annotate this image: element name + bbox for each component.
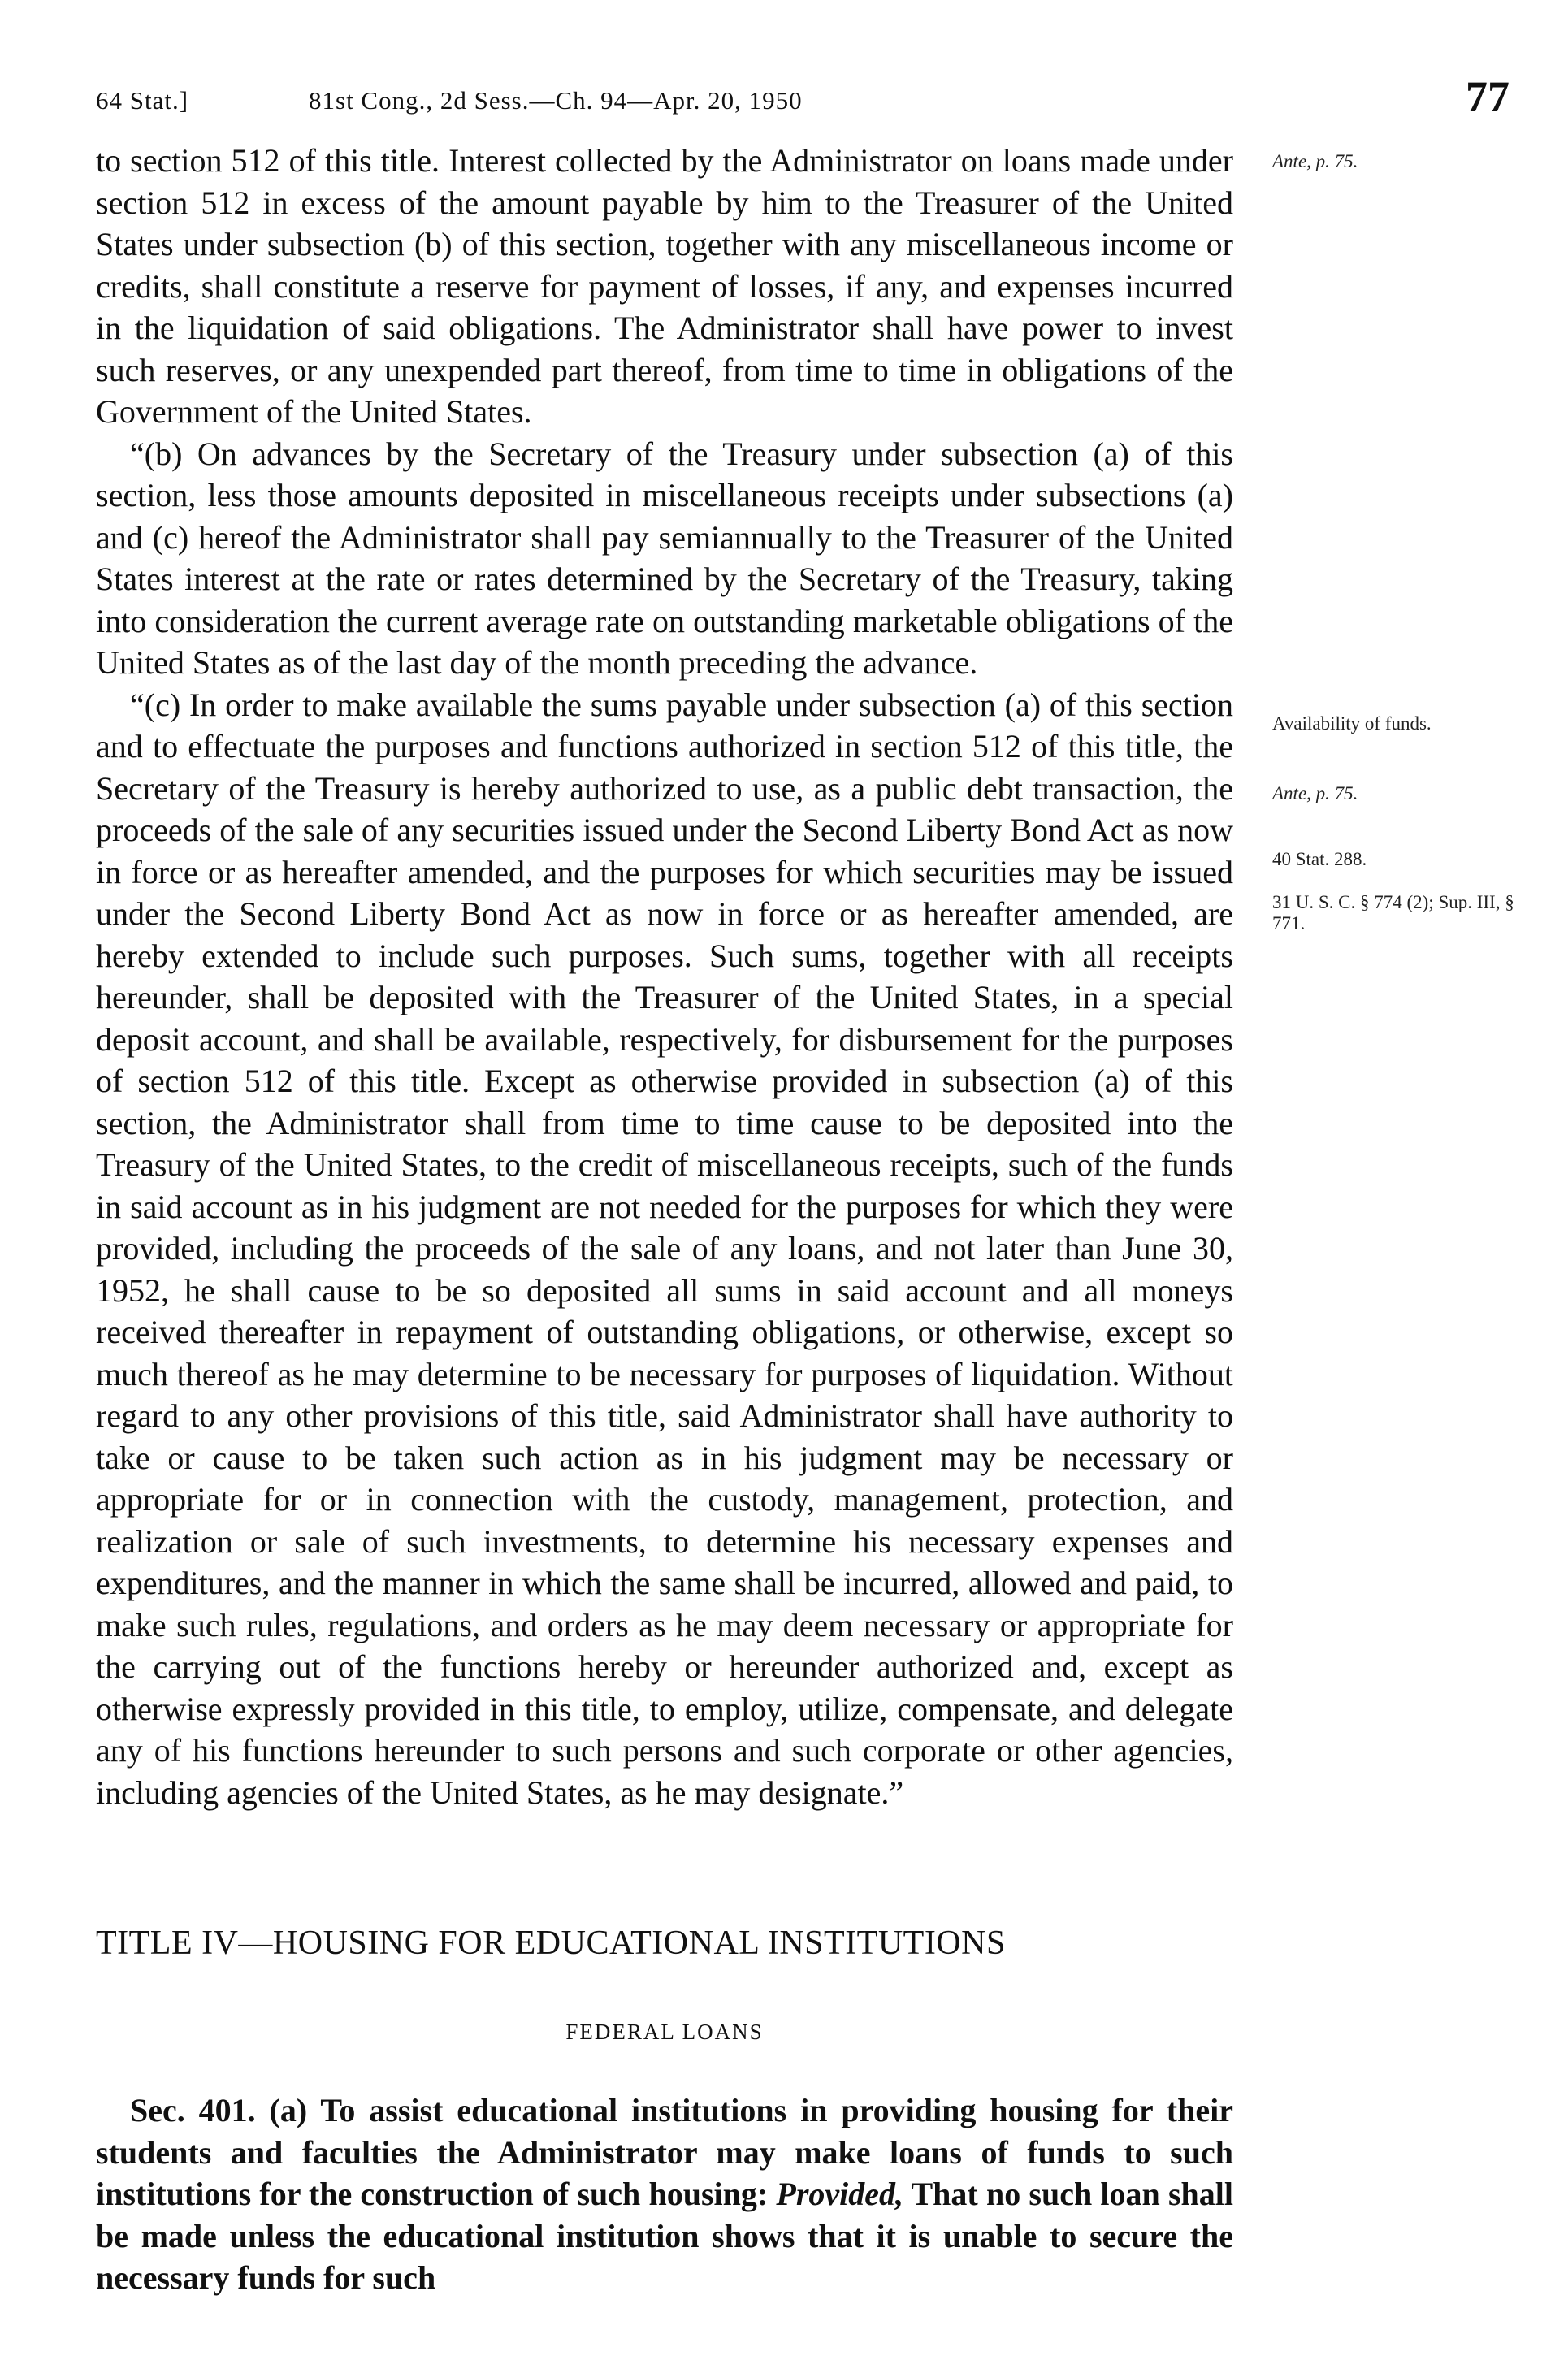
page-header bbox=[96, 71, 1510, 128]
main-text-column bbox=[96, 140, 1233, 1813]
margin-note-ante-1: Ante, p. 75. bbox=[1272, 151, 1358, 171]
section-text-a: (a) To assist educational institutions in providing housing for their students and faculties the Administrator may make loans of funds to such institutions for the construction of such housing: bbox=[96, 2092, 1233, 2212]
body-paragraph-continuation: to section 512 of this title. Interest collected by the Administrator on loans made under section 512 in excess of the amount payable by him to the Treasurer of the United States under subsection (b) of this section, together with any miscellaneous income or credits, shall constitute a reserve for payment of losses, if any, and expenses incurred in the liquidation of said obligations. The Administrator shall have power to invest such reserves, or any unexpended part thereof, from time to time in obligations of the Government of the United States. bbox=[96, 142, 1233, 430]
section-label: Sec. 401. bbox=[130, 2092, 256, 2128]
margin-note-ante-2: Ante, p. 75. bbox=[1272, 783, 1358, 803]
section-text-b: That no such loan shall be made unless the educational institution shows that it is unable to secure the necessary funds for such bbox=[96, 2176, 1233, 2296]
section-401 bbox=[96, 2089, 1233, 2299]
body-paragraph-subsection-c: “(c) In order to make available the sums payable under subsection (a) of this section and to effectuate the purposes and functions authorized in section 512 of this title, the Secretary of the Treasury is hereby authorized to use, as a public debt transaction, the proceeds of the sale of any securities issued under the Second Liberty Bond Act as now in force or as hereafter amended, and the purposes for which securities may be issued under the Second Liberty Bond Act as now in force or as hereafter amended, are hereby extended to include such purposes. Such sums, together with all receipts hereunder, shall be deposited with the Treasurer of the United States, in a special deposit account, and shall be available, respectively, for disbursement for the purposes of section 512 of this title. Except as otherwise provided in subsection (a) of this section, the Administrator shall from time to time cause to be deposited into the Treasury of the United States, to the credit of miscellaneous receipts, such of the funds in said account as in his judgment are not needed for the purposes for which they were provided, including the proceeds of the sale of any loans, and not later than June 30, 1952, he shall cause to be so deposited all sums in said account and all moneys received thereafter in repayment of outstanding obligations, or otherwise, except so much thereof as he may determine to be necessary for purposes of liquidation. Without regard to any other provisions of this title, said Administrator shall have authority to take or cause to be taken such action as in his judgment may be necessary or appropriate for or in connection with the custody, management, protection, and realization or sale of such investments, to determine his necessary expenses and expenditures, and the manner in which the same shall be incurred, allowed and paid, to make such rules, regulations, and orders as he may deem necessary or appropriate for the carrying out of the functions hereby or hereunder authorized and, except as otherwise expressly provided in this title, to employ, utilize, compensate, and delegate any of his functions hereunder to such persons and such corporate or other agencies, including agencies of the United States, as he may designate.” bbox=[96, 686, 1233, 1811]
body-paragraph-subsection-b: “(b) On advances by the Secretary of the Treasury under subsection (a) of this section, less those amounts deposited in miscellaneous receipts under subsections (a) and (c) hereof the Administrator shall pay semiannually to the Treasurer of the United States interest at the rate or rates determined by the Secretary of the Treasury, taking into consideration the current average rate on outstanding marketable obligations of the United States as of the last day of the month preceding the advance. bbox=[96, 435, 1233, 681]
margin-note-usc-ref: 31 U. S. C. § 774 (2); Sup. III, § 771. bbox=[1272, 892, 1514, 933]
section-proviso-word: Provided, bbox=[776, 2176, 904, 2212]
statute-volume-label: 64 Stat.] bbox=[96, 86, 189, 115]
title-heading: TITLE IV—HOUSING FOR EDUCATIONAL INSTITUTIONS bbox=[96, 1925, 1006, 1962]
margin-note-availability: Availability of funds. bbox=[1272, 713, 1432, 734]
margin-note-stat-ref: 40 Stat. 288. bbox=[1272, 849, 1367, 869]
page-number: 77 bbox=[1466, 72, 1510, 121]
section-401-paragraph bbox=[96, 2089, 1233, 2299]
subheading-federal-loans: FEDERAL LOANS bbox=[565, 2020, 764, 2044]
session-chapter-label: 81st Cong., 2d Sess.—Ch. 94—Apr. 20, 1950 bbox=[309, 86, 803, 115]
